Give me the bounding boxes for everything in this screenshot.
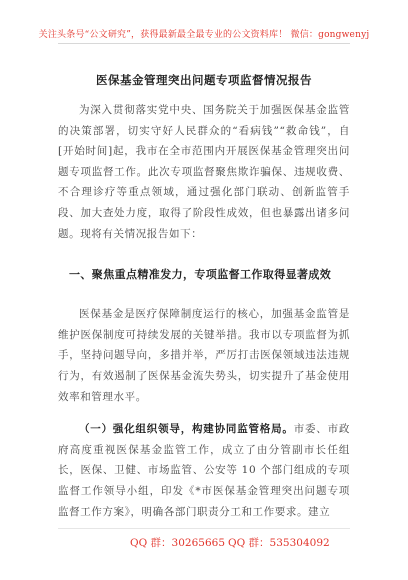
spacer <box>58 244 350 256</box>
spacer <box>58 407 350 419</box>
promo-header: 关注头条号“公文研究”，获得最新最全最专业的公文资料库！ 微信：gongwenyj <box>38 30 370 40</box>
document-title: 医保基金管理突出问题专项监督情况报告 <box>96 73 312 87</box>
spacer <box>58 292 350 304</box>
header-divider <box>58 43 350 44</box>
subsection-1-text: 市委、市政府高度重视医保基金监管工作，成立了由分管副市长任组长，医保、卫健、市场监管、公安等 10 个部门组成的专项监督工作领导小组，印发《*市医保基金管理突出问题专项监督工作方案》，明确各部门职责分工和工作要求。建立 <box>58 423 351 518</box>
intro-paragraph: 为深入贯彻落实党中央、国务院关于加强医保基金监管的决策部署，切实守好人民群众的“看病钱”“救命钱”，自[开始时间]起，我市在全市范围内开展医保基金管理突出问题专项监督工作。此次专项监督聚焦欺诈骗保、违规收费、不合理诊疗等重点领域，通过强化部门联动、创新监管手段、加大查处力度，取得了阶段性成效，但也暴露出诸多问题。现将有关情况报告如下： <box>58 104 350 240</box>
qq-group-2: QQ 群：535304092 <box>228 537 330 549</box>
footer-divider <box>58 528 350 529</box>
section-1-paragraph: 医保基金是医疗保障制度运行的核心，加强基金监管是维护医保制度可持续发展的关键举措。我市以专项监督为抓手，坚持问题导向，多措并举，严厉打击医保领域违法违规行为，有效遏制了医保基金流失势头，切实提升了基金使用效率和管理水平。 <box>58 308 350 403</box>
subsection-1-lead: （一）强化组织领导，构建协同监管格局。 <box>79 423 294 436</box>
section-1-heading: 一、聚焦重点精准发力，专项监督工作取得显著成效 <box>69 268 332 282</box>
document-body <box>58 72 350 522</box>
qq-group-1: QQ 群：30265665 <box>130 537 225 549</box>
subsection-1-paragraph <box>58 419 350 522</box>
